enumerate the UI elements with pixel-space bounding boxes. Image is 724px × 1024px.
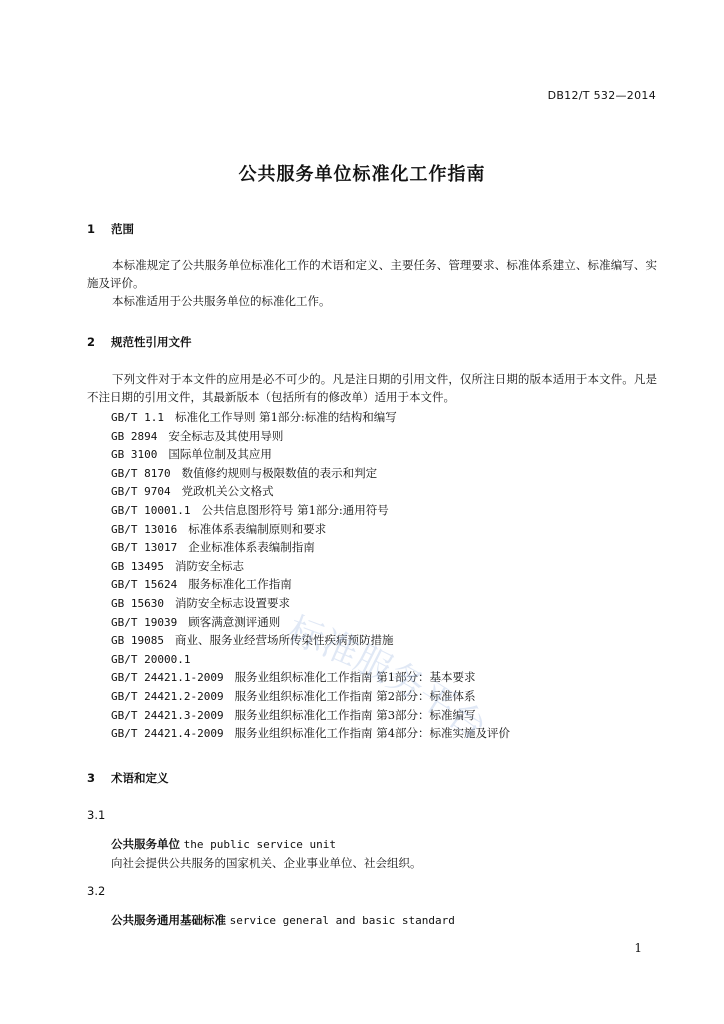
reference-title: 标准体系表编制原则和要求: [188, 521, 327, 536]
term-chinese: 公共服务单位: [111, 837, 180, 851]
term-english: service general and basic standard: [229, 914, 455, 927]
reference-item: [111, 482, 510, 501]
reference-item: [111, 668, 510, 687]
reference-item: [111, 631, 510, 650]
section-number: 2: [87, 335, 96, 349]
reference-item: [111, 575, 510, 594]
reference-item: [111, 538, 510, 557]
term-definition: 向社会提供公共服务的国家机关、企业事业单位、社会组织。: [111, 856, 422, 870]
reference-code: GB 19085: [111, 634, 164, 648]
reference-title: 消防安全标志设置要求: [174, 595, 290, 610]
reference-code: GB/T 24421.3-2009: [111, 708, 224, 722]
section-2-heading: [87, 334, 192, 350]
section-title: 规范性引用文件: [111, 335, 192, 349]
term-entry: [111, 836, 336, 852]
reference-code: GB/T 10001.1: [111, 503, 191, 517]
section-number: 3: [87, 771, 96, 785]
scope-paragraph-1: 本标准规定了公共服务单位标准化工作的术语和定义、主要任务、管理要求、标准体系建立、标准编写、实施及评价。: [87, 258, 657, 290]
reference-title: 服务标准化工作指南: [188, 577, 292, 592]
term-number: 3.1: [87, 808, 106, 822]
reference-title: 国际单位制及其应用: [168, 447, 272, 462]
reference-code: GB 15630: [111, 596, 164, 610]
references-intro: 下列文件对于本文件的应用是必不可少的。凡是注日期的引用文件，仅所注日期的版本适用于本文件。凡是不注日期的引用文件，其最新版本（包括所有的修改单）适用于本文件。: [87, 372, 657, 404]
reference-title: 服务业组织标准化工作指南 第4部分：标准实施及评价: [234, 726, 511, 741]
reference-code: GB/T 8170: [111, 466, 171, 480]
reference-code: GB 3100: [111, 448, 158, 462]
reference-item: [111, 445, 510, 464]
reference-item: [111, 408, 510, 427]
reference-code: GB/T 24421.2-2009: [111, 689, 224, 703]
reference-item: [111, 557, 510, 576]
reference-title: 企业标准体系表编制指南: [188, 540, 315, 555]
page-number: 1: [634, 941, 642, 955]
reference-title: 安全标志及其使用导则: [168, 428, 284, 443]
reference-item: [111, 687, 510, 706]
reference-title: 数值修约规则与极限数值的表示和判定: [181, 465, 378, 480]
reference-code: GB/T 1.1: [111, 411, 164, 424]
reference-title: 服务业组织标准化工作指南 第1部分：基本要求: [234, 670, 476, 685]
document-title: 公共服务单位标准化工作指南: [238, 164, 486, 185]
reference-title: 服务业组织标准化工作指南 第2部分：标准体系: [234, 688, 476, 703]
term-number: 3.2: [87, 884, 106, 898]
reference-code: GB/T 20000.1: [111, 652, 191, 666]
section-title: 术语和定义: [111, 771, 169, 785]
section-title: 范围: [111, 222, 135, 236]
reference-code: GB/T 24421.4-2009: [111, 727, 224, 741]
reference-title: 公共信息图形符号 第1部分:通用符号: [201, 502, 389, 517]
term-english: the public service unit: [183, 838, 336, 851]
reference-title: 商业、服务业经营场所传染性疾病预防措施: [174, 633, 394, 648]
reference-item: [111, 464, 510, 483]
reference-title: 消防安全标志: [174, 558, 244, 573]
reference-item: [111, 594, 510, 613]
reference-title: 服务业组织标准化工作指南 第3部分：标准编写: [234, 707, 476, 722]
reference-code: GB/T 19039: [111, 615, 178, 629]
term-entry: [111, 912, 455, 928]
reference-item: [111, 520, 510, 539]
scope-paragraph-2: 本标准适用于公共服务单位的标准化工作。: [112, 294, 331, 308]
reference-title: 党政机关公文格式: [181, 484, 274, 499]
section-number: 1: [87, 222, 96, 236]
reference-item: [111, 501, 510, 520]
reference-item: [111, 613, 510, 632]
standard-number: DB12/T 532—2014: [547, 89, 656, 102]
reference-item: [111, 724, 510, 743]
reference-code: GB 2894: [111, 429, 158, 443]
reference-code: GB/T 13017: [111, 541, 178, 555]
reference-code: GB/T 24421.1-2009: [111, 671, 224, 685]
watermark-text: 标准服务平台: [281, 609, 494, 749]
section-3-heading: [87, 770, 169, 786]
reference-code: GB/T 13016: [111, 522, 178, 536]
term-chinese: 公共服务通用基础标准: [111, 913, 226, 927]
reference-code: GB/T 15624: [111, 578, 178, 592]
reference-code: GB 13495: [111, 559, 164, 573]
reference-item: [111, 706, 510, 725]
reference-title: 标准化工作导则 第1部分:标准的结构和编写: [174, 410, 397, 424]
reference-code: GB/T 9704: [111, 485, 171, 499]
reference-item: [111, 650, 510, 669]
reference-title: 顾客满意测评通则: [188, 614, 281, 629]
reference-list: [111, 408, 510, 743]
reference-item: [111, 427, 510, 446]
section-1-heading: [87, 221, 134, 237]
